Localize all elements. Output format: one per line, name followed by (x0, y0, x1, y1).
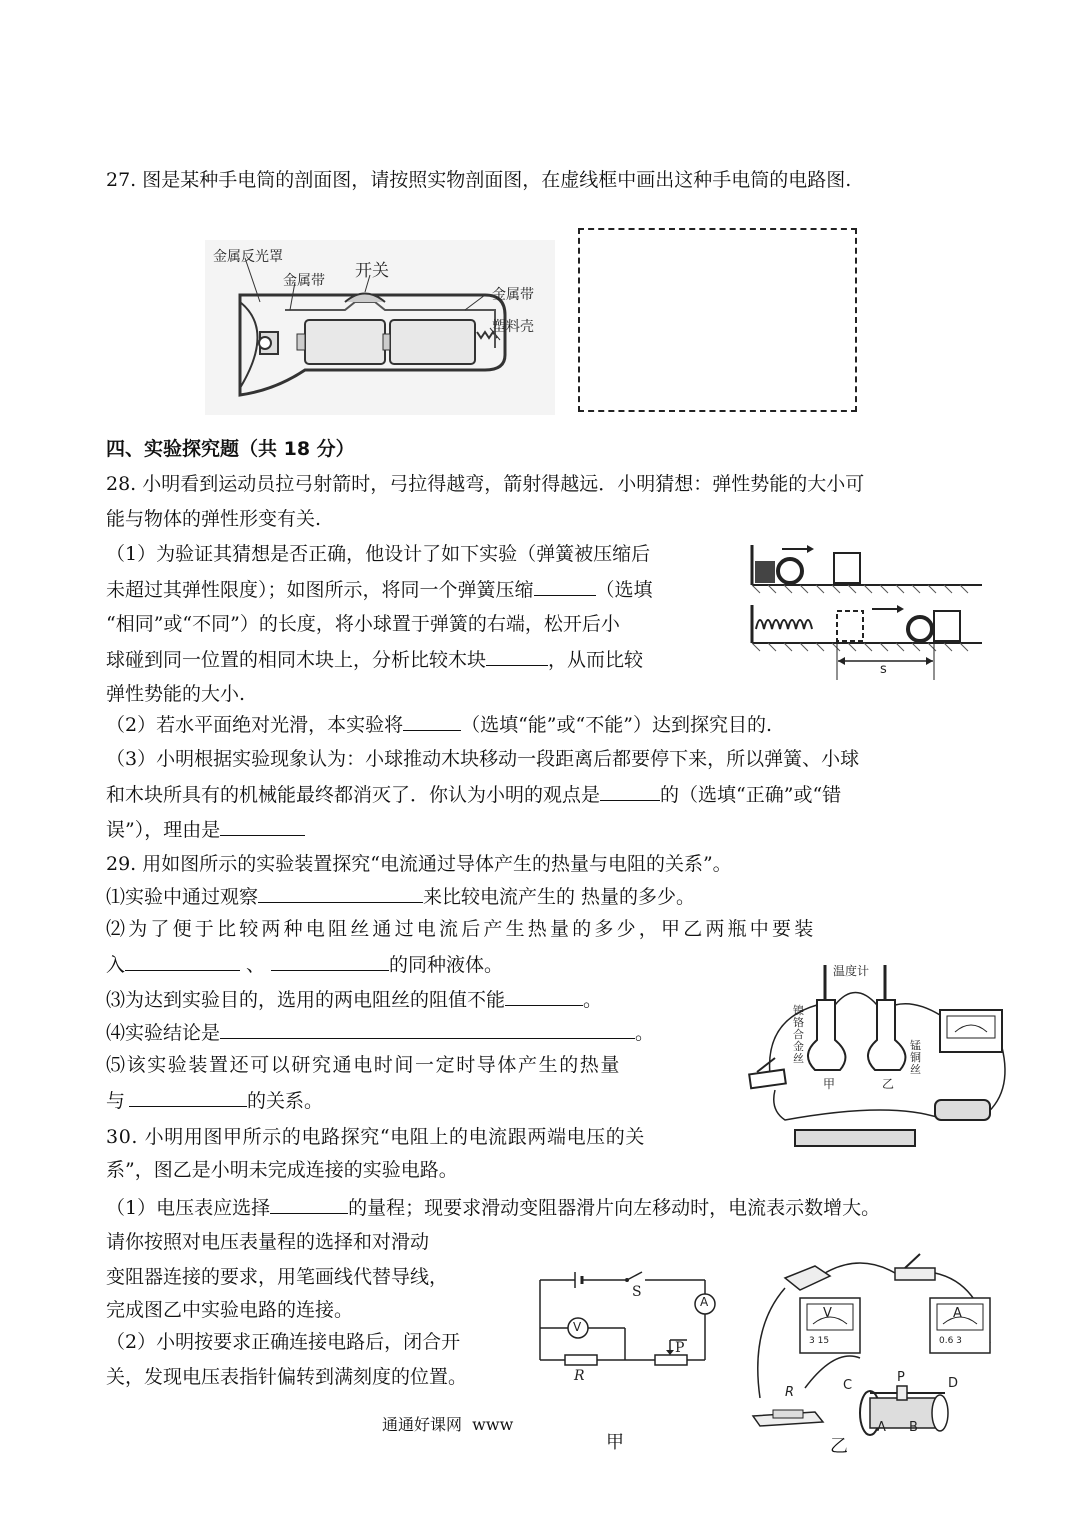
spring-ball-figure (752, 535, 982, 680)
q28-blank-4[interactable] (600, 782, 660, 801)
label-distance-s: s (880, 662, 887, 677)
q29-s5-a: ⑸该实验装置还可以研究通电时间一定时导体产生的热量 (106, 1054, 622, 1076)
label-voltmeter-V: V (573, 1320, 582, 1334)
q28-p1-a: （1）为验证其猜想是否正确，他设计了如下实验（弹簧被压缩后 (106, 543, 651, 565)
q28-p3-c-text: 误”），理由是 (106, 819, 221, 841)
label-nichrome: 镍铬合金丝 (793, 1004, 804, 1065)
q29-blank-2[interactable] (125, 952, 240, 971)
footer-text: 通通好课网 www (382, 1415, 514, 1434)
q29-s2-c-text: 、 (246, 954, 266, 976)
q28-blank-2[interactable] (486, 647, 548, 666)
q29-s2-b-text: 入 (106, 954, 126, 976)
q28-p3-b2-text: 的（选填“正确”或“错 (660, 784, 842, 806)
label-fig2-P: P (897, 1370, 905, 1385)
q29-s2-d-text: 的同种液体。 (389, 954, 504, 976)
label-ammeter-A: A (700, 1295, 709, 1309)
q29-s4-a-text: ⑷实验结论是 (106, 1022, 221, 1044)
q28-p1-e: 弹性势能的大小. (106, 683, 246, 705)
label-switch-S: S (632, 1284, 642, 1300)
q28-p1-b (106, 577, 653, 602)
label-metal-strip-1: 金属带 (283, 273, 325, 289)
q28-blank-1[interactable] (534, 577, 596, 596)
circuit-jia-drawing (530, 1270, 730, 1390)
q29-s3 (106, 987, 602, 1012)
q28-p2-b-text: （选填“能”或“不能”）达到探究目的. (461, 714, 772, 736)
caption-jia: 甲 (606, 1432, 624, 1453)
q28-p1-c: “相同”或“不同”）的长度，将小球置于弹簧的右端，松开后小 (106, 613, 620, 635)
q28-p3-b (106, 782, 841, 807)
label-meter-A: A (953, 1306, 962, 1321)
q28-p1-b-text: 未超过其弹性限度）；如图所示，将同一个弹簧压缩 (106, 579, 534, 601)
label-flask-jia: 甲 (823, 1077, 836, 1091)
q29-s4 (106, 1020, 654, 1045)
q29-blank-3[interactable] (271, 952, 389, 971)
q30-p2-a: （2）小明按要求正确连接电路后，闭合开 (106, 1331, 461, 1353)
q29-s3-a-text: ⑶为达到实验目的，选用的两电阻丝的阻值不能 (106, 989, 506, 1011)
label-fig2-A: A (877, 1420, 886, 1435)
q29-blank-6[interactable] (129, 1088, 247, 1107)
label-flask-yi: 乙 (882, 1077, 895, 1091)
label-switch: 开关 (355, 261, 389, 281)
q29-s2-b (106, 952, 503, 977)
q30-p1-b-text: 的量程；现要求滑动变阻器滑片向左移动时，电流表示数增大。 (348, 1197, 881, 1219)
label-fig2-C: C (843, 1378, 853, 1393)
q28-p1-d (106, 647, 643, 672)
q29-s4-b-text: 。 (635, 1022, 655, 1044)
physical-circuit-drawing (745, 1248, 1015, 1443)
q29-title: 29. 用如图所示的实验装置探究“电流通过导体产生的热量与电阻的关系”。 (106, 853, 732, 875)
q30-line-2: 系”，图乙是小明未完成连接的实验电路。 (106, 1159, 458, 1181)
q28-blank-3[interactable] (403, 712, 461, 731)
q29-s1 (106, 884, 695, 909)
q28-p3-c (106, 817, 305, 842)
q29-s1-b-text: 来比较电流产生的 热量的多少。 (423, 886, 696, 908)
q29-s1-a-text: ⑴实验中通过观察 (106, 886, 259, 908)
q28-line-1: 28. 小明看到运动员拉弓射箭时，弓拉得越弯，箭射得越远．小明猜想：弹性势能的大小可 (106, 473, 865, 495)
heating-apparatus-figure (745, 960, 1015, 1155)
q30-p2-b: 关，发现电压表指针偏转到满刻度的位置。 (106, 1366, 468, 1388)
label-thermometer: 温度计 (833, 964, 870, 978)
q29-s2-a: ⑵为了便于比较两种电阻丝通过电流后产生热量的多少，甲乙两瓶中要装 (106, 918, 817, 940)
q29-s5-b-text: 与 (106, 1090, 126, 1112)
q28-p3-b-text: 和木块所具有的机械能最终都消灭了．你认为小明的观点是 (106, 784, 601, 806)
spring-ball-drawing (752, 535, 982, 680)
q29-blank-5[interactable] (220, 1020, 635, 1039)
label-fig2-B: B (909, 1420, 918, 1435)
label-reflector: 金属反光罩 (213, 249, 283, 265)
q29-s5-b (106, 1088, 323, 1113)
q30-p1-a-text: （1）电压表应选择 (106, 1197, 271, 1219)
label-metal-strip-2: 金属带 (492, 287, 534, 303)
q28-p1-b2-text: （选填 (595, 579, 653, 601)
q28-p2-a-text: （2）若水平面绝对光滑，本实验将 (106, 714, 404, 736)
section-4-title: 四、实验探究题（共 18 分） (106, 438, 355, 460)
q30-blank-1[interactable] (270, 1195, 348, 1214)
q30-line-1: 30. 小明用图甲所示的电路探究“电阻上的电流跟两端电压的关 (106, 1126, 645, 1148)
label-resistor-R: R (574, 1368, 585, 1384)
q28-p1-d2-text: ，从而比较 (548, 649, 644, 671)
label-range-V: 3 15 (809, 1336, 830, 1346)
q28-p2 (106, 712, 772, 737)
label-fig2-D: D (948, 1376, 959, 1391)
q28-line-2: 能与物体的弹性形变有关. (106, 508, 322, 530)
flashlight-figure (205, 240, 555, 415)
label-range-A: 0.6 3 (939, 1336, 962, 1346)
circuit-diagram-jia (530, 1270, 730, 1390)
label-slider-P: P (675, 1340, 685, 1356)
q28-p3-a: （3）小明根据实验现象认为：小球推动木块移动一段距离后都要停下来，所以弹簧、小球 (106, 748, 860, 770)
q28-p1-d-text: 球碰到同一位置的相同木块上，分析比较木块 (106, 649, 487, 671)
q27-text: 27. 图是某种手电筒的剖面图，请按照实物剖面图，在虚线框中画出这种手电筒的电路图. (106, 169, 852, 191)
q30-p1-e: 完成图乙中实验电路的连接。 (106, 1299, 354, 1321)
caption-yi: 乙 (830, 1436, 848, 1457)
q30-p1-c: 请你按照对电压表量程的选择和对滑动 (106, 1231, 430, 1253)
physical-circuit-yi (745, 1248, 1015, 1443)
answer-dashed-box[interactable] (578, 228, 857, 412)
label-fig2-R: R (785, 1385, 795, 1400)
q29-s3-b-text: 。 (583, 989, 603, 1011)
q28-blank-5[interactable] (220, 817, 305, 836)
q29-s5-c-text: 的关系。 (247, 1090, 324, 1112)
label-manganin: 锰铜丝 (910, 1039, 921, 1076)
q30-p1 (106, 1195, 880, 1220)
q29-blank-1[interactable] (258, 884, 423, 903)
label-meter-V: V (823, 1306, 832, 1321)
label-plastic-shell: 塑料壳 (492, 319, 534, 335)
heating-apparatus-drawing (745, 960, 1015, 1155)
q29-blank-4[interactable] (505, 987, 583, 1006)
q30-p1-d: 变阻器连接的要求，用笔画线代替导线， (106, 1266, 449, 1288)
